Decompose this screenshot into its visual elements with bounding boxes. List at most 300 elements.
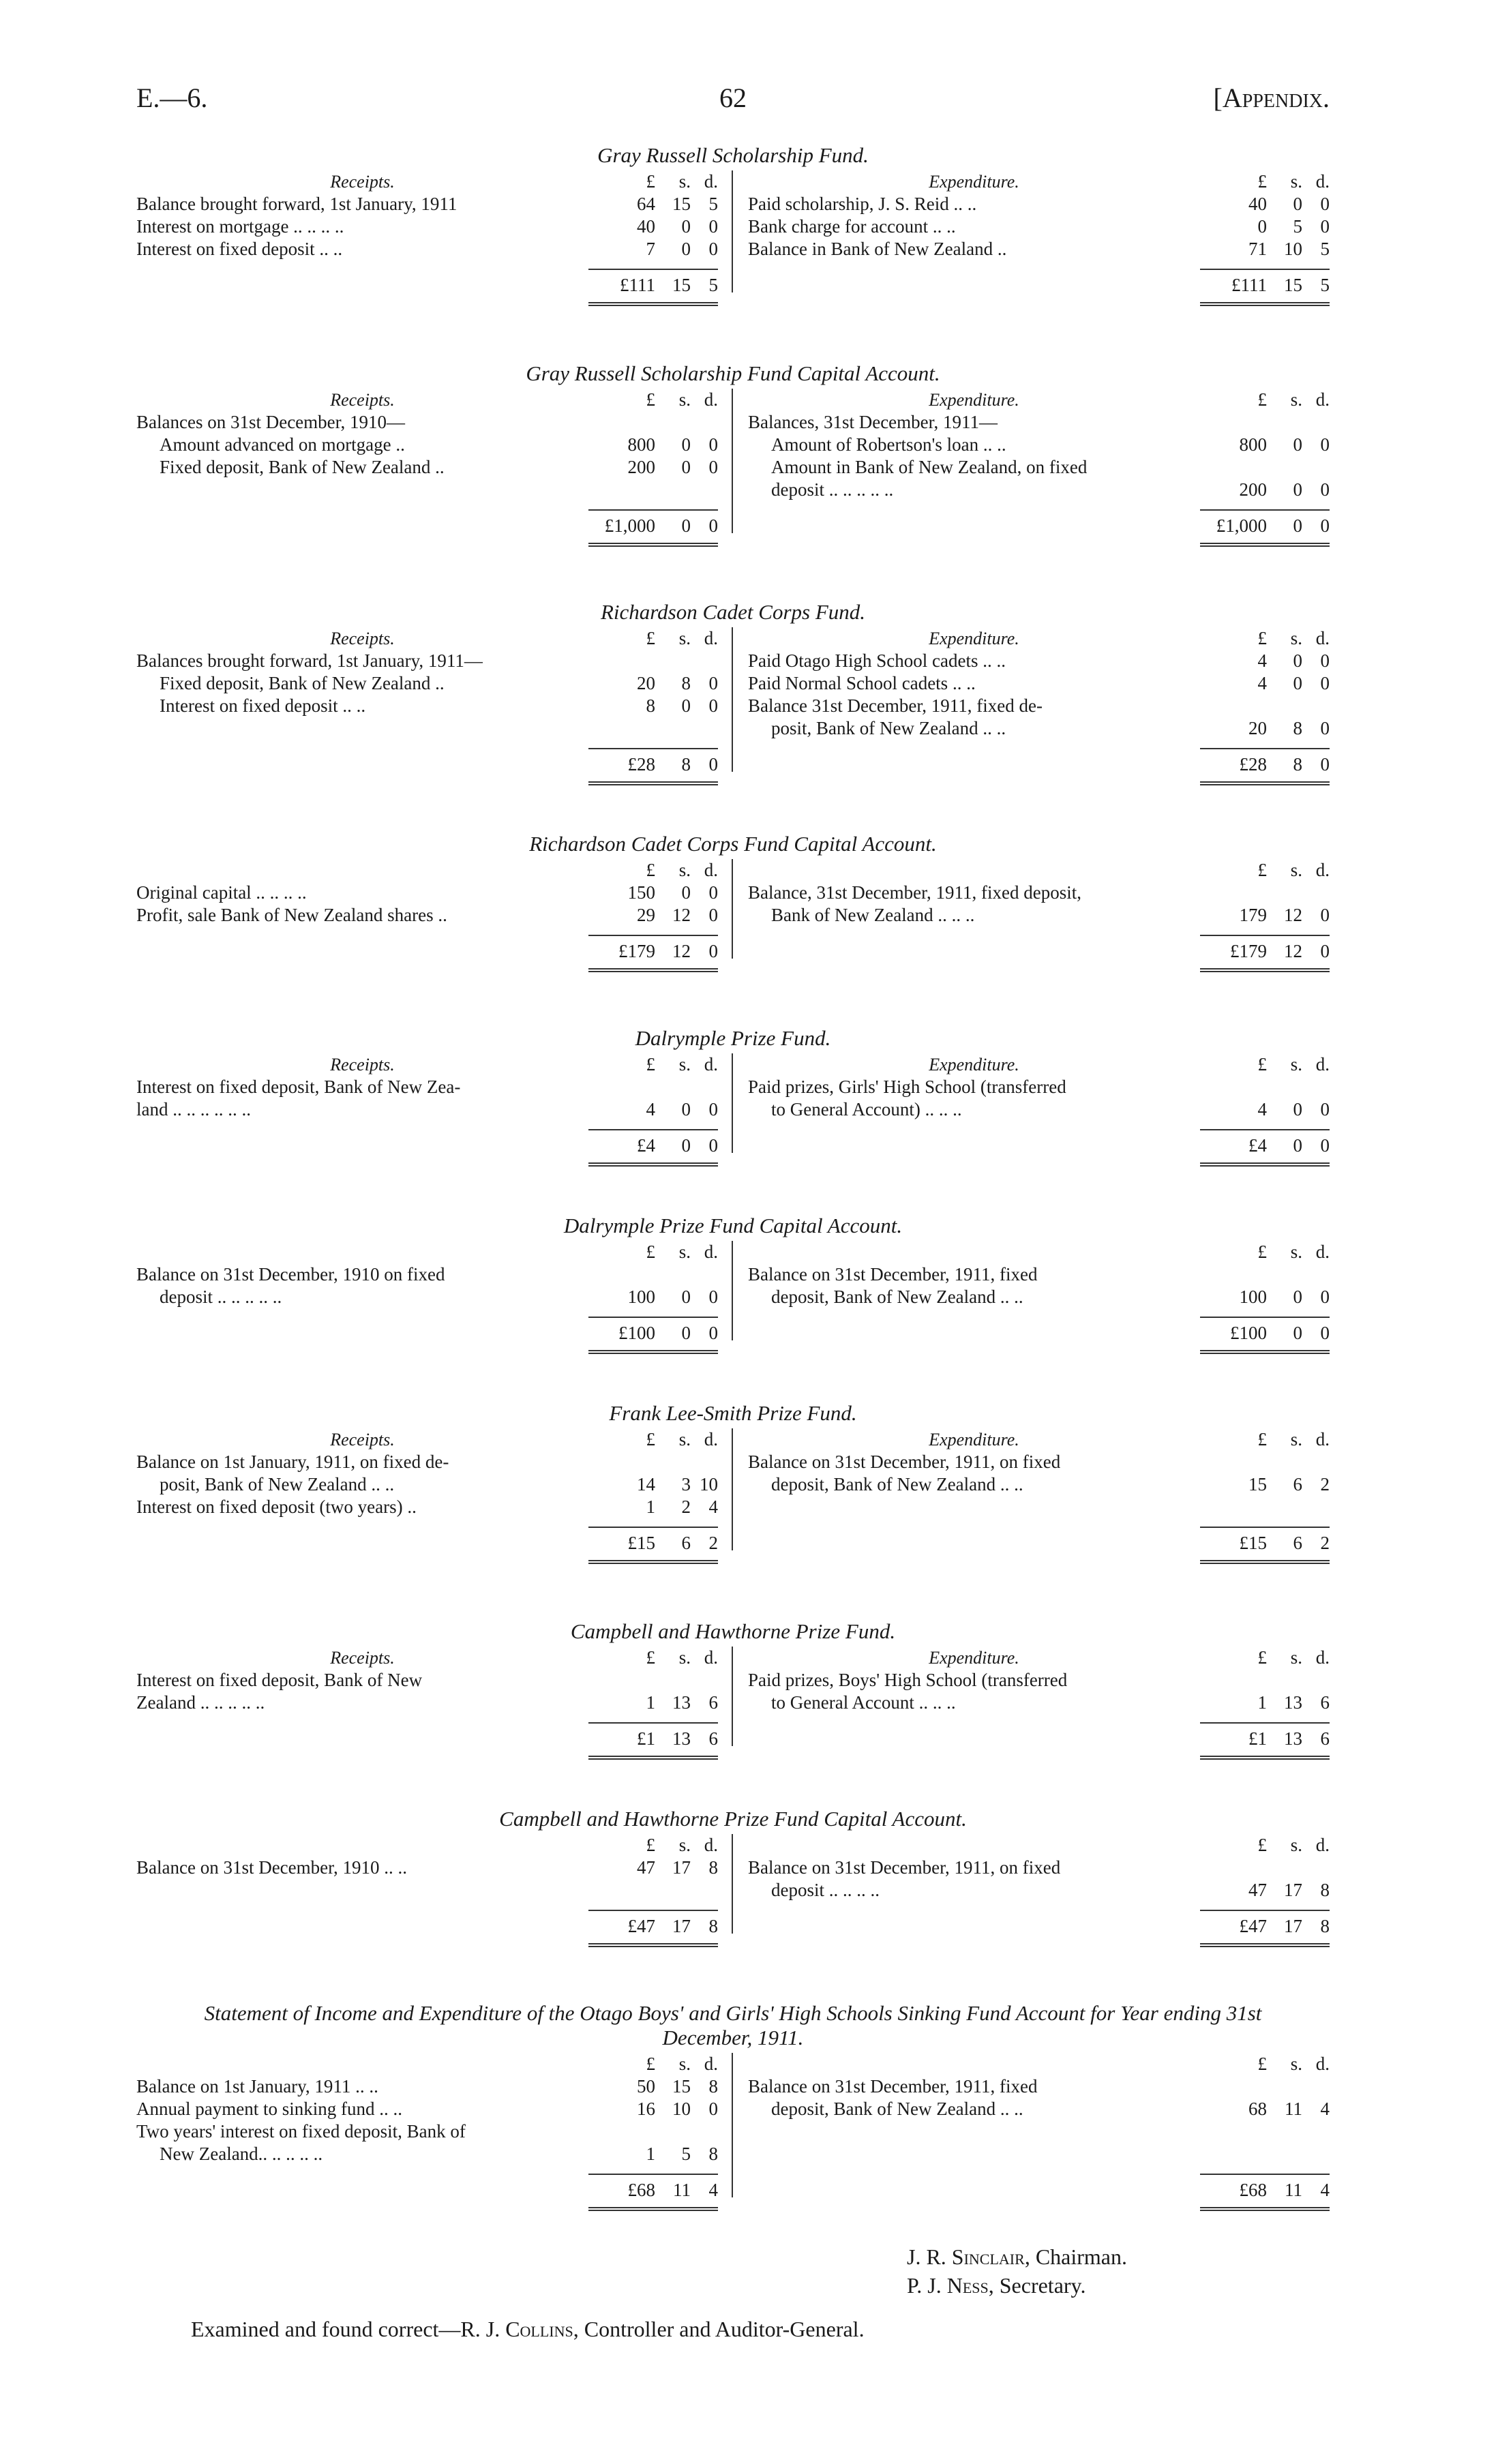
pence: 6 (708, 1728, 718, 1749)
pounds: 4 (1257, 650, 1267, 671)
section-title: Dalrymple Prize Fund. (635, 1026, 831, 1050)
pounds: 40 (1248, 194, 1267, 214)
pence: 4 (708, 1497, 718, 1517)
shillings: 17 (672, 1857, 691, 1878)
pence: d. (1315, 860, 1330, 880)
row-description: Balance 31st December, 1911, fixed de- (748, 695, 1043, 716)
pounds: 4 (1257, 673, 1267, 693)
section-title: Statement of Income and Expenditure of the Otago Boys' and Girls' High Schools Sinking Fund Account for Year ending 31st December, 1911. (204, 2001, 1262, 2049)
pence (1302, 411, 1330, 434)
total-row (136, 269, 718, 306)
shillings (1267, 2075, 1302, 2098)
amount (1200, 1473, 1330, 1496)
receipts-heading (136, 859, 588, 882)
currency-header (1200, 2053, 1330, 2075)
pounds: £179 (618, 941, 655, 961)
pence: 5 (1320, 275, 1330, 295)
shillings (1267, 1451, 1302, 1473)
currency-header (1200, 859, 1330, 882)
pounds: £ (646, 1429, 655, 1449)
pounds: 8 (646, 695, 655, 716)
pounds (597, 1669, 655, 1692)
pence: 0 (708, 673, 718, 693)
expenditure-heading (748, 2053, 1200, 2075)
pence: 0 (708, 1323, 718, 1343)
pence: d. (704, 171, 718, 192)
pounds (1208, 1076, 1267, 1098)
amount (1200, 1910, 1330, 1947)
account-row (748, 1857, 1330, 1879)
account-row (136, 456, 718, 479)
account-row (136, 1076, 718, 1098)
account-row (136, 1857, 718, 1879)
ledger-columns (136, 859, 1330, 972)
shillings: 0 (681, 1287, 691, 1307)
section-title: Campbell and Hawthorne Prize Fund. (570, 1619, 896, 1643)
account-section (136, 1026, 1330, 1167)
expenditure-heading: Expenditure. (929, 390, 1019, 410)
pounds: £100 (1230, 1323, 1267, 1343)
amount (588, 1857, 718, 1879)
row-description: deposit, Bank of New Zealand .. .. (771, 2099, 1023, 2119)
pence: 0 (1320, 905, 1330, 925)
shillings: 8 (1293, 718, 1302, 738)
shillings: 17 (672, 1916, 691, 1936)
amount (588, 1076, 718, 1098)
amount (588, 1527, 718, 1564)
row-description: posit, Bank of New Zealand .. .. (160, 1474, 395, 1494)
pounds: £ (1257, 628, 1267, 648)
shillings: s. (678, 1054, 691, 1075)
row-description: to General Account) .. .. .. (771, 1099, 962, 1120)
expenditure-heading: Expenditure. (929, 1648, 1019, 1668)
pounds (597, 2120, 655, 2143)
pence: 0 (708, 905, 718, 925)
row-description: Amount advanced on mortgage .. (160, 434, 405, 455)
account-row (748, 1879, 1330, 1902)
total-row (136, 1910, 718, 1947)
row-description: deposit .. .. .. .. .. (160, 1287, 282, 1307)
pence (1302, 695, 1330, 717)
amount (588, 1451, 718, 1473)
pounds: 15 (1248, 1474, 1267, 1494)
shillings: 13 (1284, 1728, 1302, 1749)
shillings: 12 (1284, 905, 1302, 925)
pounds: £1,000 (604, 515, 655, 536)
account-row (136, 411, 718, 434)
pounds: 200 (1239, 479, 1267, 500)
expenditure-heading: Expenditure. (929, 172, 1019, 192)
row-description: Balance, 31st December, 1911, fixed deposit, (748, 882, 1082, 903)
amount (588, 2075, 718, 2098)
row-description: Interest on mortgage .. .. .. .. (136, 216, 344, 237)
total-row (748, 509, 1330, 547)
account-row (136, 1692, 718, 1714)
pence: 4 (1320, 2180, 1330, 2200)
pounds (1208, 1669, 1267, 1692)
pounds: 68 (1248, 2099, 1267, 2119)
ledger-columns (136, 1647, 1330, 1760)
row-description: Zealand .. .. .. .. .. (136, 1692, 265, 1713)
pounds: 4 (1257, 1099, 1267, 1120)
amount (1200, 2174, 1330, 2211)
shillings: s. (678, 1647, 691, 1668)
currency-header (588, 627, 718, 650)
amount (588, 1129, 718, 1167)
shillings: s. (1290, 171, 1302, 192)
receipts-column (136, 170, 733, 306)
shillings (1267, 456, 1302, 479)
account-section (136, 1619, 1330, 1760)
shillings: 8 (681, 673, 691, 693)
pence: 2 (708, 1533, 718, 1553)
shillings: 12 (1284, 941, 1302, 961)
receipts-heading (136, 1241, 588, 1263)
amount (1200, 1286, 1330, 1308)
pence: 0 (708, 695, 718, 716)
pence: d. (1315, 628, 1330, 648)
row-description: deposit .. .. .. .. (771, 1880, 880, 1900)
shillings: 0 (1293, 515, 1302, 536)
pence: d. (1315, 1429, 1330, 1449)
shillings: 0 (681, 695, 691, 716)
pence: 2 (1320, 1474, 1330, 1494)
pounds: £ (1257, 389, 1267, 410)
pounds: £ (1257, 1242, 1267, 1262)
total-row (748, 1722, 1330, 1760)
shillings (655, 2120, 691, 2143)
account-row (136, 2098, 718, 2120)
row-description: Balances brought forward, 1st January, 1911— (136, 650, 483, 671)
pounds: 800 (1239, 434, 1267, 455)
ledger-columns (136, 1053, 1330, 1167)
account-row (748, 215, 1330, 238)
pounds (1208, 1263, 1267, 1286)
amount (588, 1317, 718, 1354)
shillings (655, 1669, 691, 1692)
pence: 5 (1320, 239, 1330, 259)
row-description: Paid Otago High School cadets .. .. (748, 650, 1006, 671)
shillings: 2 (681, 1497, 691, 1517)
pounds: £179 (1230, 941, 1267, 961)
row-description: Balances, 31st December, 1911— (748, 412, 998, 432)
pence: d. (1315, 171, 1330, 192)
amount (588, 193, 718, 215)
pounds: £ (646, 1054, 655, 1075)
shillings: 3 (681, 1474, 691, 1494)
pounds: 20 (1248, 718, 1267, 738)
pounds: £ (1257, 1054, 1267, 1075)
amount (1200, 717, 1330, 740)
pence (1302, 456, 1330, 479)
amount (1200, 1451, 1330, 1473)
row-description: land .. .. .. .. .. .. (136, 1099, 251, 1120)
receipts-heading: Receipts. (330, 1055, 395, 1075)
shillings: s. (1290, 1835, 1302, 1855)
expenditure-column (733, 627, 1330, 785)
pence: 0 (1320, 941, 1330, 961)
pence: 0 (1320, 650, 1330, 671)
pence: d. (704, 1647, 718, 1668)
expenditure-column (733, 170, 1330, 306)
pence: 0 (708, 754, 718, 775)
pounds (597, 1076, 655, 1098)
amount (1200, 1722, 1330, 1760)
account-row (748, 717, 1330, 740)
pence: 6 (708, 1692, 718, 1713)
shillings: 6 (1293, 1533, 1302, 1553)
pence: d. (704, 1835, 718, 1855)
pence (691, 1076, 718, 1098)
pence: d. (704, 2054, 718, 2074)
pounds: 7 (646, 239, 655, 259)
pounds: £ (1257, 1647, 1267, 1668)
amount (1200, 1692, 1330, 1714)
section-title: Campbell and Hawthorne Prize Fund Capital Account. (499, 1807, 967, 1831)
amount (1200, 411, 1330, 434)
shillings (1267, 1857, 1302, 1879)
currency-header (588, 1053, 718, 1076)
pence (1302, 1263, 1330, 1286)
amount (1200, 1263, 1330, 1286)
pence: 8 (708, 1916, 718, 1936)
pounds: 71 (1248, 239, 1267, 259)
amount (1200, 434, 1330, 456)
account-row (136, 695, 718, 717)
currency-header (1200, 1647, 1330, 1669)
pence (691, 650, 718, 672)
page-number: 62 (719, 82, 747, 113)
row-description: Original capital .. .. .. .. (136, 882, 307, 903)
pounds: £4 (1248, 1135, 1267, 1156)
amount (588, 650, 718, 672)
pence: d. (1315, 1835, 1330, 1855)
account-row (748, 650, 1330, 672)
shillings: s. (1290, 628, 1302, 648)
pence: 4 (708, 2180, 718, 2200)
currency-header (1200, 170, 1330, 193)
pounds: 20 (637, 673, 655, 693)
amount (588, 411, 718, 434)
shillings: 13 (1284, 1692, 1302, 1713)
pounds: £ (646, 1835, 655, 1855)
row-description: Amount of Robertson's loan .. .. (771, 434, 1006, 455)
pounds: £68 (627, 2180, 655, 2200)
pence: 8 (708, 2144, 718, 2164)
shillings: s. (678, 1242, 691, 1262)
amount (588, 269, 718, 306)
row-description: Interest on fixed deposit (two years) .. (136, 1497, 417, 1517)
examined-statement: Examined and found correct—R. J. Collins, Controller and Auditor-General. (191, 2317, 865, 2341)
pounds: £ (646, 628, 655, 648)
shillings: 0 (1293, 479, 1302, 500)
row-description: Balance on 31st December, 1911, fixed (748, 1264, 1038, 1284)
account-row (748, 882, 1330, 904)
currency-header (588, 1428, 718, 1451)
expenditure-heading (748, 859, 1200, 882)
expenditure-heading (748, 1241, 1200, 1263)
pence: d. (704, 628, 718, 648)
pounds: 40 (637, 216, 655, 237)
pence: 8 (708, 1857, 718, 1878)
pence: 0 (1320, 1323, 1330, 1343)
shillings: s. (1290, 1429, 1302, 1449)
pounds: 50 (637, 2076, 655, 2097)
amount (588, 748, 718, 785)
amount (1200, 1879, 1330, 1902)
shillings: 5 (1293, 216, 1302, 237)
pence: 6 (1320, 1728, 1330, 1749)
pounds (597, 1451, 655, 1473)
shillings: 0 (1293, 1135, 1302, 1156)
pence: 0 (1320, 718, 1330, 738)
shillings: s. (1290, 1647, 1302, 1668)
amount (1200, 1669, 1330, 1692)
shillings: 15 (672, 2076, 691, 2097)
shillings: 13 (672, 1692, 691, 1713)
pounds: £ (646, 860, 655, 880)
pence: 0 (1320, 434, 1330, 455)
shillings: s. (678, 389, 691, 410)
pence: 0 (1320, 673, 1330, 693)
ledger-columns (136, 1834, 1330, 1947)
account-row (748, 1263, 1330, 1286)
pence: 0 (1320, 1287, 1330, 1307)
shillings: 0 (681, 216, 691, 237)
pence: 0 (708, 1135, 718, 1156)
pence: 6 (1320, 1692, 1330, 1713)
account-row (748, 1286, 1330, 1308)
expenditure-column (733, 1647, 1330, 1760)
amount (1200, 238, 1330, 260)
shillings: 0 (1293, 1323, 1302, 1343)
pounds: 1 (646, 1692, 655, 1713)
account-row (748, 1076, 1330, 1098)
pounds: 1 (1257, 1692, 1267, 1713)
row-description: Two years' interest on fixed deposit, Bank of (136, 2121, 466, 2142)
shillings: 0 (681, 239, 691, 259)
currency-header (1200, 389, 1330, 411)
row-description: Amount in Bank of New Zealand, on fixed (771, 457, 1088, 477)
pounds (1208, 882, 1267, 904)
pence: 10 (700, 1474, 718, 1494)
shillings: 0 (1293, 673, 1302, 693)
pounds: £ (1257, 860, 1267, 880)
currency-header (588, 859, 718, 882)
pounds (597, 1263, 655, 1286)
section-title: Gray Russell Scholarship Fund. (597, 143, 869, 167)
receipts-heading (136, 2053, 588, 2075)
ledger-columns (136, 1428, 1330, 1564)
account-row (748, 456, 1330, 479)
receipts-heading (136, 1834, 588, 1857)
total-row (748, 1317, 1330, 1354)
pence: 0 (1320, 1135, 1330, 1156)
account-row (748, 479, 1330, 501)
shillings (1267, 1263, 1302, 1286)
amount (588, 672, 718, 695)
total-row (748, 1129, 1330, 1167)
pounds: 200 (627, 457, 655, 477)
receipts-column (136, 389, 733, 547)
account-section (136, 832, 1330, 972)
amount (1200, 215, 1330, 238)
account-row (748, 1098, 1330, 1121)
amount (1200, 1076, 1330, 1098)
row-description: Paid scholarship, J. S. Reid .. .. (748, 194, 977, 214)
pounds: £111 (620, 275, 655, 295)
pence: d. (1315, 2054, 1330, 2074)
pounds: £28 (1239, 754, 1267, 775)
receipts-heading: Receipts. (330, 1430, 395, 1449)
pence: 2 (1320, 1533, 1330, 1553)
row-description: Balances on 31st December, 1910— (136, 412, 406, 432)
amount (1200, 193, 1330, 215)
pence: d. (704, 1429, 718, 1449)
expenditure-column (733, 859, 1330, 972)
pence: d. (704, 860, 718, 880)
account-row (136, 1263, 718, 1286)
total-row (136, 509, 718, 547)
row-description: Bank charge for account .. .. (748, 216, 956, 237)
account-row (748, 193, 1330, 215)
shillings (1267, 411, 1302, 434)
shillings: 13 (672, 1728, 691, 1749)
shillings: 0 (681, 434, 691, 455)
pounds: £68 (1239, 2180, 1267, 2200)
shillings (1267, 882, 1302, 904)
pence: 0 (708, 941, 718, 961)
amount (588, 2098, 718, 2120)
currency-header (588, 2053, 718, 2075)
section-title: Richardson Cadet Corps Fund. (600, 600, 866, 624)
pence: 0 (708, 239, 718, 259)
total-row (136, 1527, 718, 1564)
row-description: Interest on fixed deposit, Bank of New Zea- (136, 1077, 461, 1097)
row-description: Bank of New Zealand .. .. .. (771, 905, 975, 925)
amount (1200, 1527, 1330, 1564)
pence: 0 (1320, 515, 1330, 536)
shillings: 0 (1293, 650, 1302, 671)
currency-header (588, 1241, 718, 1263)
account-row (136, 238, 718, 260)
shillings: 11 (1285, 2180, 1302, 2200)
pounds: 0 (1257, 216, 1267, 237)
section-title: Richardson Cadet Corps Fund Capital Account. (529, 832, 937, 856)
shillings: 0 (681, 1135, 691, 1156)
row-description: Balance on 31st December, 1910 .. .. (136, 1857, 408, 1878)
row-description: Balance on 31st December, 1910 on fixed (136, 1264, 445, 1284)
pence: d. (704, 389, 718, 410)
ledger-columns (136, 389, 1330, 547)
shillings (1267, 695, 1302, 717)
account-row (136, 2120, 718, 2143)
receipts-column (136, 1241, 733, 1354)
total-row (136, 2174, 718, 2211)
expenditure-heading: Expenditure. (929, 1055, 1019, 1075)
pounds: £ (1257, 1835, 1267, 1855)
account-section (136, 1401, 1330, 1564)
receipts-column (136, 1834, 733, 1947)
row-description: Interest on fixed deposit .. .. (136, 239, 343, 259)
currency-header (588, 389, 718, 411)
shillings: 8 (1293, 754, 1302, 775)
row-description: posit, Bank of New Zealand .. .. (771, 718, 1006, 738)
row-description: to General Account .. .. .. (771, 1692, 956, 1713)
account-row (748, 1669, 1330, 1692)
total-row (748, 2174, 1330, 2211)
row-description: Balance on 1st January, 1911, on fixed de- (136, 1452, 449, 1472)
